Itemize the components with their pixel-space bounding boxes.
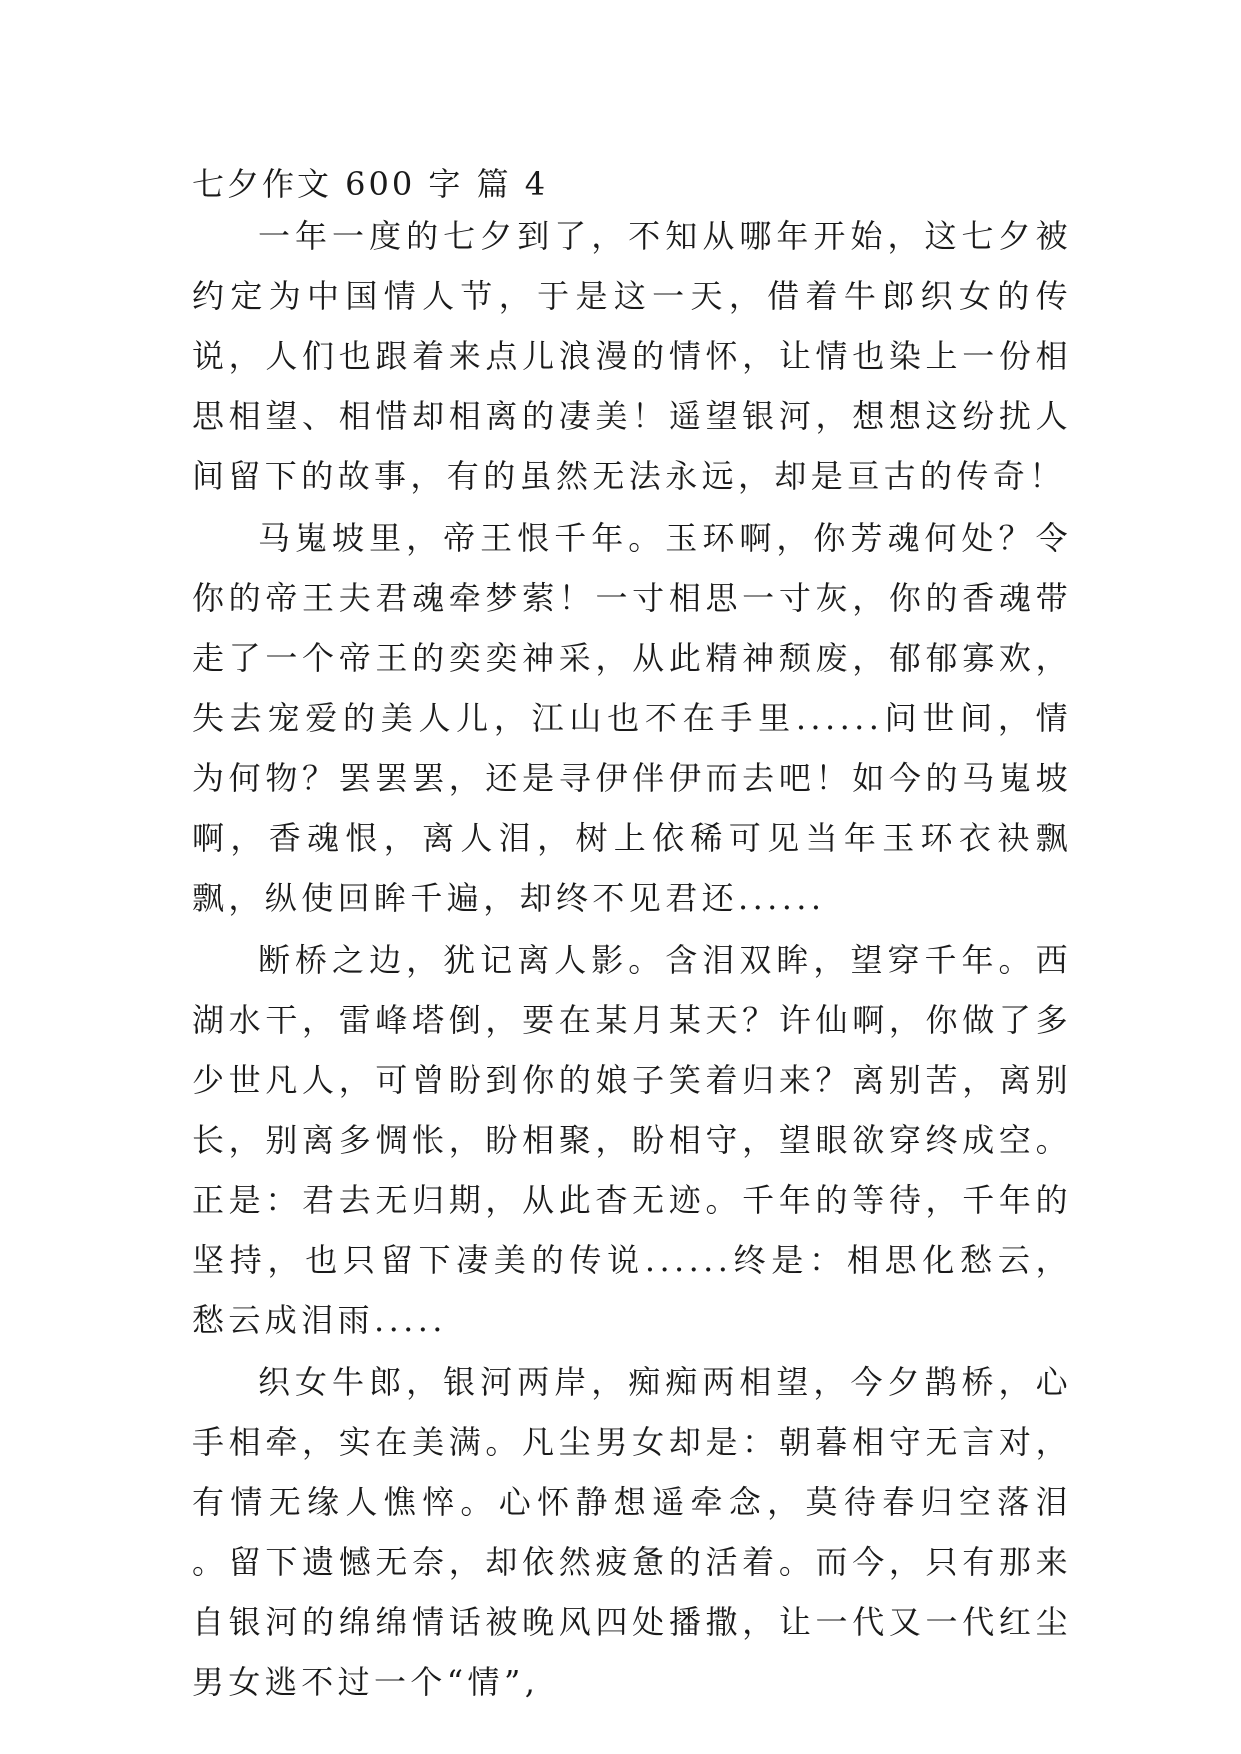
- document-body: [192, 162, 1072, 1712]
- essay-title: 七夕作文 600 字 篇 4: [192, 165, 549, 203]
- paragraph-2: 马嵬坡里，帝王恨千年。玉环啊，你芳魂何处？令你的帝王夫君魂牵梦萦！一寸相思一寸灰，你的香魂带走了一个帝王的奕奕神采，从此精神颓废，郁郁寡欢，失去宠爱的美人儿，江山也不在手里......问世间，情为何物？罢罢罢，还是寻伊伴伊而去吧！如今的马嵬坡啊，香魂恨，离人泪，树上依稀可见当年玉环衣袂飘飘，纵使回眸千遍，却终不见君还......: [192, 519, 1072, 917]
- paragraph-4: 织女牛郎，银河两岸，痴痴两相望，今夕鹊桥，心手相牵，实在美满。凡尘男女却是：朝暮相守无言对，有情无缘人憔悴。心怀静想遥牵念，莫待春归空落泪 。留下遗憾无奈，却依然疲惫的活着。而今，只有那来自银河的绵绵情话被晚风四处播撒，让一代又一代红尘男女逃不过一个“情”,: [192, 1363, 1072, 1701]
- paragraph-1: 一年一度的七夕到了，不知从哪年开始，这七夕被约定为中国情人节，于是这一天，借着牛郎织女的传说，人们也跟着来点儿浪漫的情怀，让情也染上一份相思相望、相惜却相离的凄美！遥望银河，想想这纷扰人间留下的故事，有的虽然无法永远，却是亘古的传奇！: [192, 217, 1072, 495]
- paragraph-3: 断桥之边，犹记离人影。含泪双眸，望穿千年。西湖水干，雷峰塔倒，要在某月某天？许仙啊，你做了多少世凡人，可曾盼到你的娘子笑着归来？离别苦，离别长，别离多惆怅，盼相聚，盼相守，望眼欲穿终成空。正是：君去无归期，从此杳无迹。千年的等待，千年的坚持，也只留下凄美的传说......终是：相思化愁云，愁云成泪雨.....: [192, 941, 1072, 1339]
